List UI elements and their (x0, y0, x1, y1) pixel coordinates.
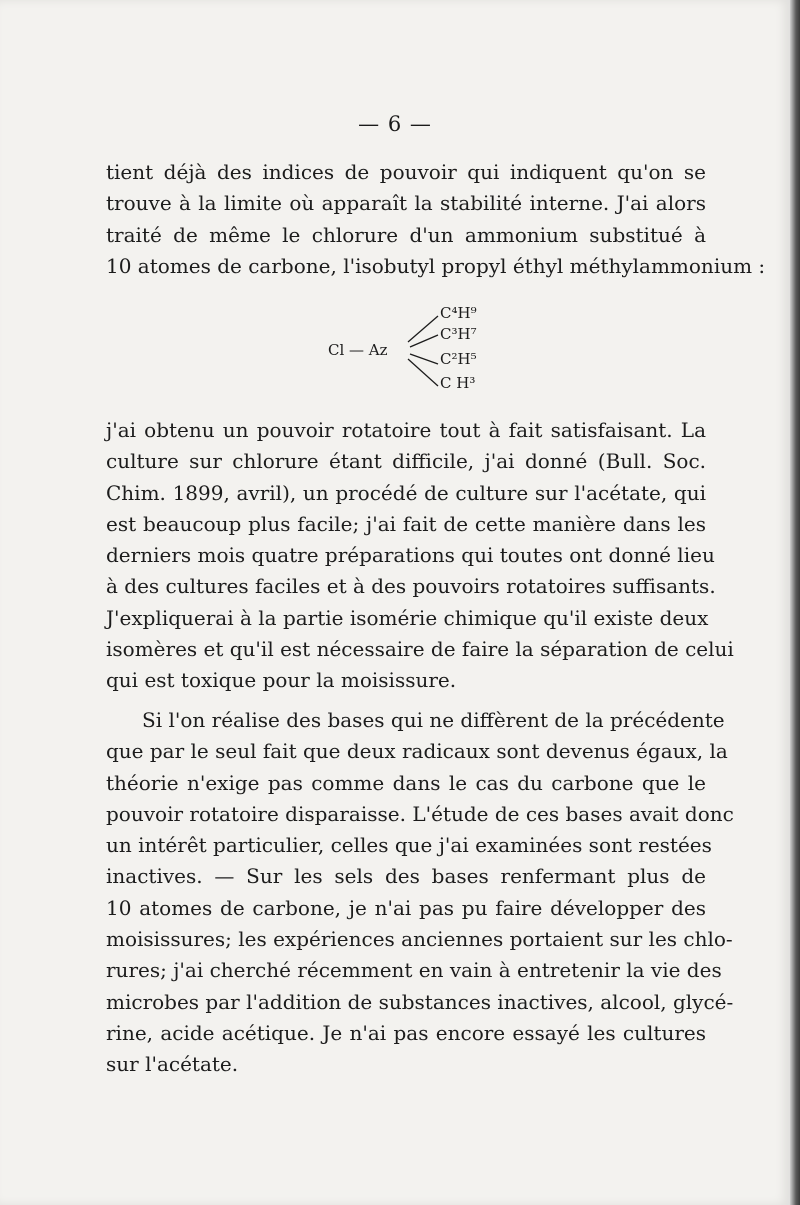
paragraph-2 (106, 415, 734, 697)
text-line: 10 atomes de carbone, l'isobutyl propyl éthyl méthylammonium : (106, 253, 766, 278)
text-line: derniers mois quatre préparations qui toutes ont donné lieu (106, 543, 715, 568)
text-line: isomères et qu'il est nécessaire de faire la séparation de celui (106, 637, 734, 662)
text-line: 10 atomes de carbone, je n'ai pas pu faire développer des (106, 895, 706, 920)
text-line: théorie n'exige pas comme dans le cas du carbone que le (106, 770, 706, 795)
formula-left-part: Cl — Az (328, 341, 388, 359)
substituent-1: C⁴H⁹ (440, 304, 477, 322)
text-line: J'expliquerai à la partie isomérie chimique qu'il existe deux (106, 605, 709, 630)
bond-line-1 (408, 316, 438, 342)
text-line: microbes par l'addition de substances inactives, alcool, glycé- (106, 989, 734, 1014)
text-line: Chim. 1899, avril), un procédé de culture sur l'acétate, qui (106, 480, 706, 505)
text-line: moisissures; les expériences anciennes portaient sur les chlo- (106, 927, 733, 952)
bond-line-3 (410, 354, 438, 364)
paragraph-3 (106, 705, 734, 1081)
text-line: culture sur chlorure étant difficile, j'ai donné (Bull. Soc. (106, 449, 706, 474)
text-line: trouve à la limite où apparaît la stabilité interne. J'ai alors (106, 191, 706, 216)
text-line: rures; j'ai cherché récemment en vain à entretenir la vie des (106, 958, 722, 983)
text-line: Si l'on réalise des bases qui ne diffèrent de la précédente (142, 708, 725, 732)
text-line: inactives. — Sur les sels des bases renfermant plus de (106, 864, 706, 889)
substituent-4: C H³ (440, 374, 476, 392)
text-line: rine, acide acétique. Je n'ai pas encore essayé les cultures (106, 1020, 706, 1045)
text-line: que par le seul fait que deux radicaux sont devenus égaux, la (106, 739, 728, 764)
paragraph-1 (106, 157, 766, 282)
page-edge-shadow (790, 0, 800, 1205)
text-line: sur l'acétate. (106, 1052, 239, 1077)
text-line: tient déjà des indices de pouvoir qui indiquent qu'on se (106, 160, 706, 184)
substituent-2: C³H⁷ (440, 325, 477, 343)
text-line: est beaucoup plus facile; j'ai fait de cette manière dans les (106, 511, 706, 536)
text-line: j'ai obtenu un pouvoir rotatoire tout à fait satisfaisant. La (106, 418, 706, 442)
chemical-formula (328, 302, 508, 402)
text-line: traité de même le chlorure d'un ammonium substitué à (106, 222, 706, 247)
page-number: — 6 — (358, 112, 432, 136)
text-line: un intérêt particulier, celles que j'ai examinées sont restées (106, 833, 712, 858)
text-line: à des cultures faciles et à des pouvoirs rotatoires suffisants. (106, 574, 716, 599)
substituent-3: C²H⁵ (440, 350, 477, 368)
text-line: qui est toxique pour la moisissure. (106, 668, 457, 693)
text-line: pouvoir rotatoire disparaisse. L'étude de ces bases avait donc (106, 801, 734, 826)
